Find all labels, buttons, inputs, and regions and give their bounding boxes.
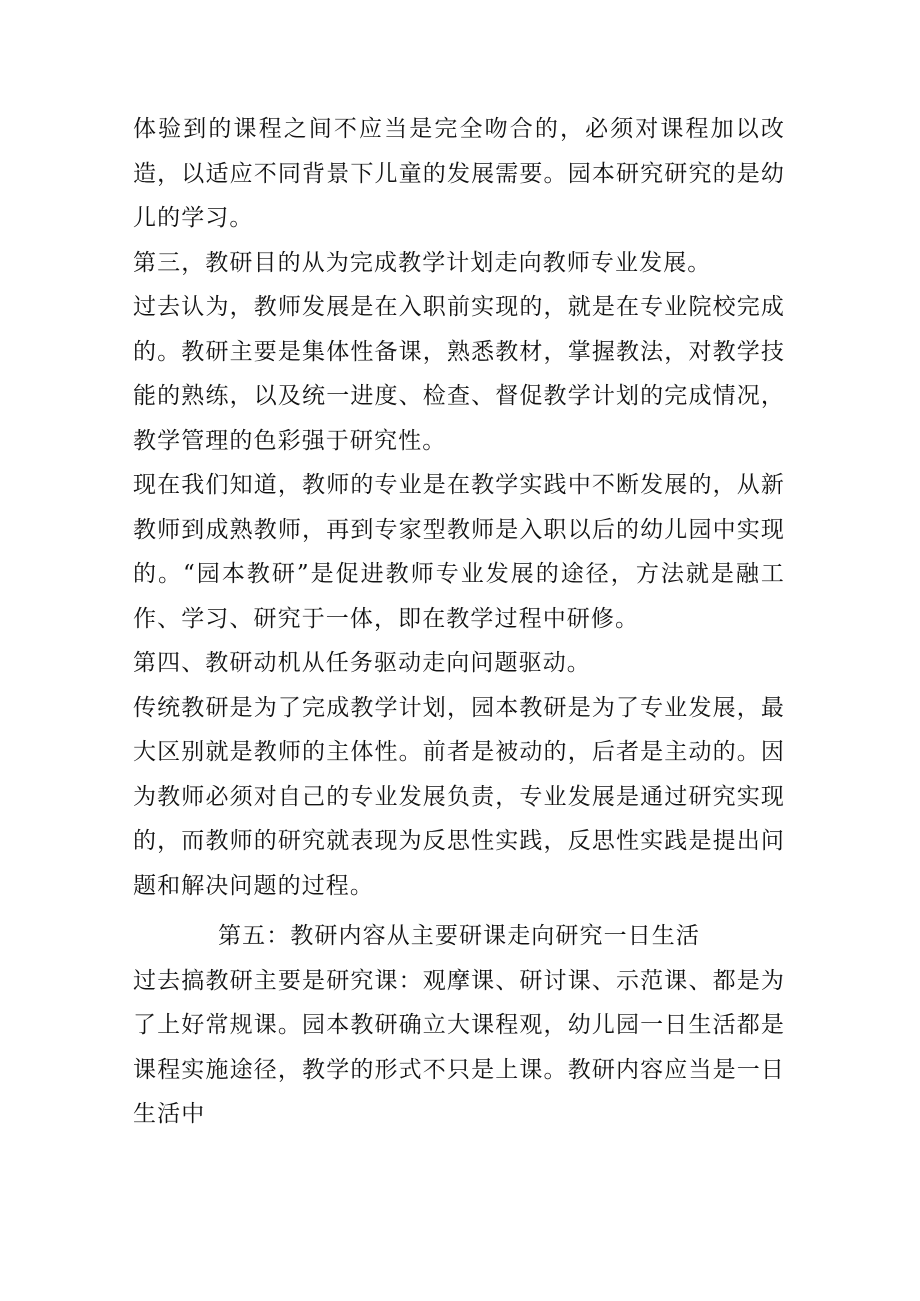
paragraph-course-adaptation: 体验到的课程之间不应当是完全吻合的，必须对课程加以改造，以适应不同背景下儿童的发展需要。园本研究研究的是幼儿的学习。	[133, 116, 785, 231]
paragraph-past-teacher-development: 过去认为，教师发展是在入职前实现的，就是在专业院校完成的。教研主要是集体性备课，熟悉教材，掌握教法，对教学技能的熟练，以及统一进度、检查、督促教学计划的完成情况，教学管理的色彩强于研究性。	[133, 294, 785, 454]
paragraph-current-teacher-development: 现在我们知道，教师的专业是在教学实践中不断发展的，从新教师到成熟教师，再到专家型教师是入职以后的幼儿园中实现的。“园本教研”是促进教师专业发展的途径，方法就是融工作、学习、研究于一体，即在教学过程中研修。	[133, 472, 785, 632]
point-four-heading: 第四、教研动机从任务驱动走向问题驱动。	[133, 650, 591, 676]
document-body	[133, 107, 785, 1137]
paragraph-research-content: 过去搞教研主要是研究课：观摩课、研讨课、示范课、都是为了上好常规课。园本教研确立大课程观，幼儿园一日生活都是课程实施途径，教学的形式不只是上课。教研内容应当是一日生活中	[133, 967, 785, 1127]
point-five-heading: 第五：教研内容从主要研课走向研究一日生活	[218, 923, 700, 949]
point-three-heading: 第三，教研目的从为完成教学计划走向教师专业发展。	[133, 249, 712, 276]
paragraph-traditional-vs-school-based: 传统教研是为了完成教学计划，园本教研是为了专业发展，最大区别就是教师的主体性。前者是被动的，后者是主动的。因为教师必须对自己的专业发展负责，专业发展是通过研究实现的，而教师的研究就表现为反思性实践，反思性实践是提出问题和解决问题的过程。	[133, 694, 785, 899]
